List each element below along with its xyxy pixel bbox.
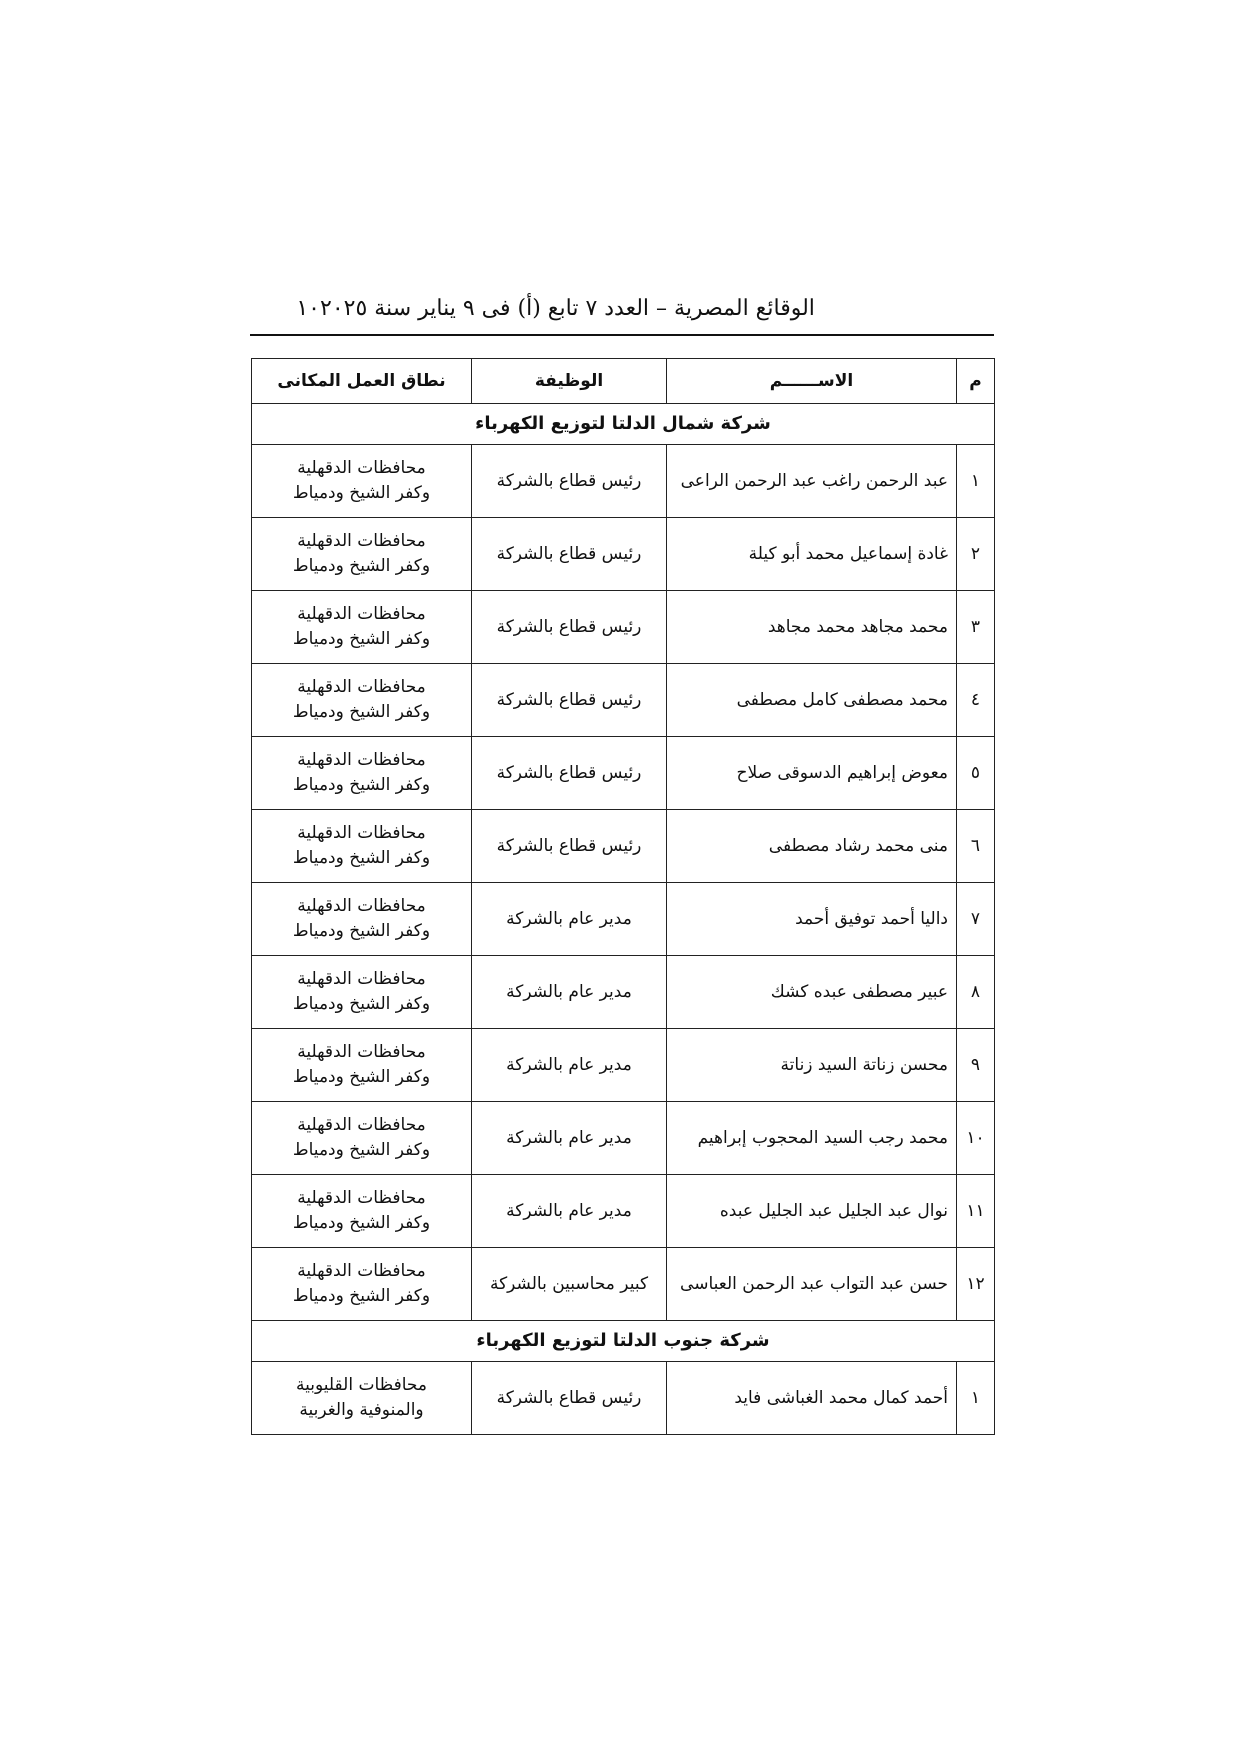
table-row	[252, 591, 995, 664]
person-name: عبير مصطفى عبده كشك	[667, 956, 957, 1029]
work-scope	[252, 1362, 472, 1435]
row-number: ٣	[957, 591, 995, 664]
job-title: رئيس قطاع بالشركة	[472, 445, 667, 518]
table-row	[252, 518, 995, 591]
work-scope	[252, 445, 472, 518]
work-scope	[252, 737, 472, 810]
person-name: غادة إسماعيل محمد أبو كيلة	[667, 518, 957, 591]
work-scope	[252, 664, 472, 737]
appointments-table	[251, 358, 995, 1435]
table-row	[252, 1029, 995, 1102]
person-name: حسن عبد التواب عبد الرحمن العباسى	[667, 1248, 957, 1321]
work-scope-line2: وكفر الشيخ ودمياط	[292, 1067, 431, 1087]
job-title: رئيس قطاع بالشركة	[472, 664, 667, 737]
work-scope-line1: محافظات الدقهلية	[297, 823, 426, 844]
work-scope-line1: محافظات الدقهلية	[297, 677, 426, 698]
row-number: ٥	[957, 737, 995, 810]
page-header	[250, 280, 995, 336]
page-number: ١٠	[296, 295, 320, 321]
table-header-row	[252, 359, 995, 404]
column-header-num: م	[957, 359, 995, 404]
row-number: ٩	[957, 1029, 995, 1102]
work-scope	[252, 956, 472, 1029]
section-row-north-delta	[252, 404, 995, 445]
work-scope-line1: محافظات القليوبية	[296, 1375, 427, 1396]
job-title: رئيس قطاع بالشركة	[472, 737, 667, 810]
table-row	[252, 810, 995, 883]
section-title: شركة جنوب الدلتا لتوزيع الكهرباء	[252, 1321, 995, 1362]
person-name: عبد الرحمن راغب عبد الرحمن الراعى	[667, 445, 957, 518]
work-scope-line2: وكفر الشيخ ودمياط	[292, 1140, 431, 1160]
job-title: كبير محاسبين بالشركة	[472, 1248, 667, 1321]
work-scope-line1: محافظات الدقهلية	[297, 896, 426, 917]
table-row	[252, 664, 995, 737]
row-number: ١٢	[957, 1248, 995, 1321]
work-scope	[252, 1029, 472, 1102]
header-divider	[250, 334, 994, 336]
work-scope-line2: وكفر الشيخ ودمياط	[292, 1213, 431, 1233]
work-scope-line1: محافظات الدقهلية	[297, 1188, 426, 1209]
column-header-name: الاســــــم	[667, 359, 957, 404]
work-scope-line1: محافظات الدقهلية	[297, 604, 426, 625]
work-scope	[252, 1175, 472, 1248]
person-name: داليا أحمد توفيق أحمد	[667, 883, 957, 956]
table-row	[252, 883, 995, 956]
table-row	[252, 1175, 995, 1248]
table-row	[252, 1102, 995, 1175]
work-scope-line2: والمنوفية والغربية	[299, 1400, 424, 1420]
job-title: مدير عام بالشركة	[472, 1175, 667, 1248]
column-header-job: الوظيفة	[472, 359, 667, 404]
work-scope-line1: محافظات الدقهلية	[297, 458, 426, 479]
person-name: معوض إبراهيم الدسوقى صلاح	[667, 737, 957, 810]
person-name: أحمد كمال محمد الغباشى فايد	[667, 1362, 957, 1435]
job-title: مدير عام بالشركة	[472, 1029, 667, 1102]
work-scope-line2: وكفر الشيخ ودمياط	[292, 775, 431, 795]
work-scope-line2: وكفر الشيخ ودمياط	[292, 848, 431, 868]
row-number: ٤	[957, 664, 995, 737]
work-scope-line2: وكفر الشيخ ودمياط	[292, 629, 431, 649]
row-number: ١٠	[957, 1102, 995, 1175]
row-number: ١	[957, 445, 995, 518]
work-scope	[252, 591, 472, 664]
work-scope	[252, 810, 472, 883]
work-scope-line1: محافظات الدقهلية	[297, 1042, 426, 1063]
section-row-south-delta	[252, 1321, 995, 1362]
person-name: منى محمد رشاد مصطفى	[667, 810, 957, 883]
work-scope-line2: وكفر الشيخ ودمياط	[292, 702, 431, 722]
job-title: رئيس قطاع بالشركة	[472, 810, 667, 883]
row-number: ١١	[957, 1175, 995, 1248]
work-scope	[252, 518, 472, 591]
row-number: ٨	[957, 956, 995, 1029]
table-row	[252, 1248, 995, 1321]
issue-line: الوقائع المصرية – العدد ٧ تابع (أ) فى ٩ يناير سنة ٢٠٢٥	[320, 295, 815, 321]
person-name: محمد مصطفى كامل مصطفى	[667, 664, 957, 737]
table-row	[252, 737, 995, 810]
work-scope-line1: محافظات الدقهلية	[297, 531, 426, 552]
work-scope-line2: وكفر الشيخ ودمياط	[292, 1286, 431, 1306]
job-title: مدير عام بالشركة	[472, 883, 667, 956]
person-name: محسن زناتة السيد زناتة	[667, 1029, 957, 1102]
column-header-scope: نطاق العمل المكانى	[252, 359, 472, 404]
row-number: ١	[957, 1362, 995, 1435]
row-number: ٦	[957, 810, 995, 883]
work-scope	[252, 1248, 472, 1321]
job-title: رئيس قطاع بالشركة	[472, 1362, 667, 1435]
row-number: ٢	[957, 518, 995, 591]
work-scope-line1: محافظات الدقهلية	[297, 969, 426, 990]
section-title: شركة شمال الدلتا لتوزيع الكهرباء	[252, 404, 995, 445]
work-scope-line1: محافظات الدقهلية	[297, 1115, 426, 1136]
person-name: محمد مجاهد محمد مجاهد	[667, 591, 957, 664]
work-scope-line2: وكفر الشيخ ودمياط	[292, 556, 431, 576]
table-row	[252, 1362, 995, 1435]
work-scope-line1: محافظات الدقهلية	[297, 1261, 426, 1282]
person-name: نوال عبد الجليل عبد الجليل عبده	[667, 1175, 957, 1248]
work-scope-line1: محافظات الدقهلية	[297, 750, 426, 771]
table-row	[252, 445, 995, 518]
job-title: مدير عام بالشركة	[472, 1102, 667, 1175]
job-title: مدير عام بالشركة	[472, 956, 667, 1029]
work-scope-line2: وكفر الشيخ ودمياط	[292, 994, 431, 1014]
row-number: ٧	[957, 883, 995, 956]
work-scope	[252, 883, 472, 956]
work-scope-line2: وكفر الشيخ ودمياط	[292, 483, 431, 503]
work-scope-line2: وكفر الشيخ ودمياط	[292, 921, 431, 941]
job-title: رئيس قطاع بالشركة	[472, 591, 667, 664]
person-name: محمد رجب السيد المحجوب إبراهيم	[667, 1102, 957, 1175]
job-title: رئيس قطاع بالشركة	[472, 518, 667, 591]
work-scope	[252, 1102, 472, 1175]
table-row	[252, 956, 995, 1029]
